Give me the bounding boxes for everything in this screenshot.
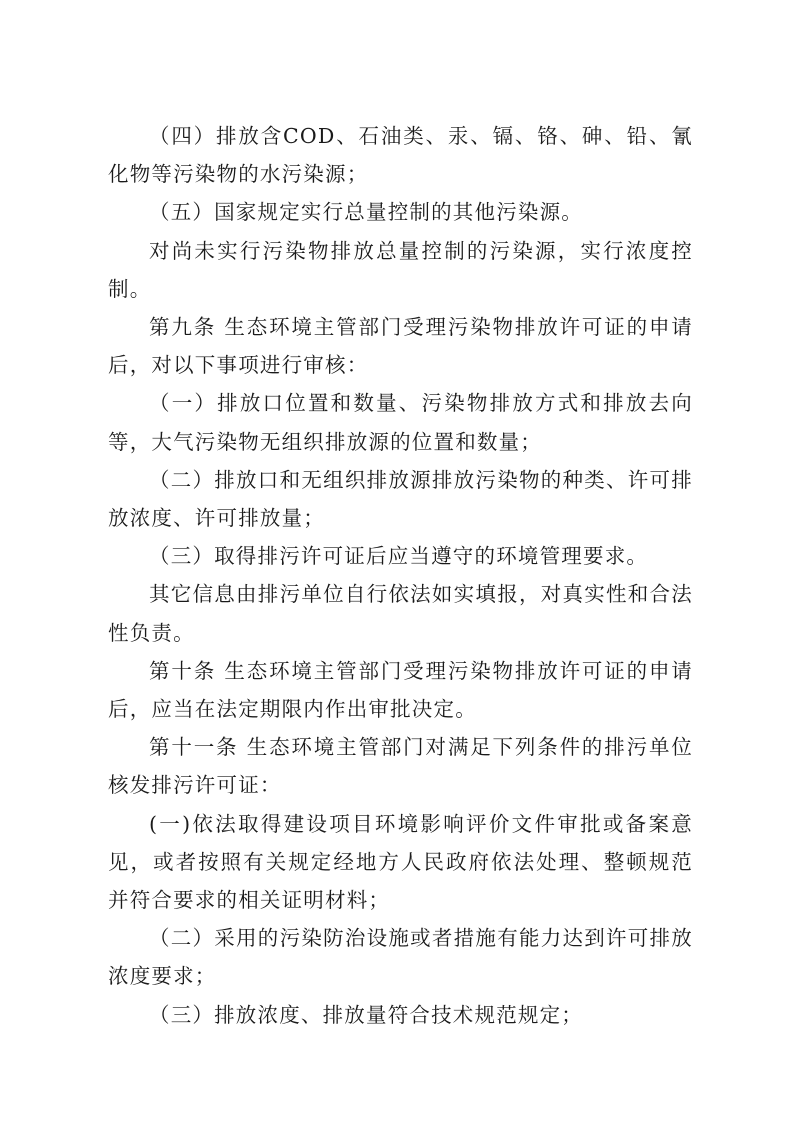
paragraph-article-11: 第十一条 生态环境主管部门对满足下列条件的排污单位核发排污许可证： xyxy=(108,735,693,798)
paragraph-article-9-item-3: （三）取得排污许可证后应当遵守的环境管理要求。 xyxy=(149,544,649,569)
paragraph-article-11-item-1: (一)依法取得建设项目环境影响评价文件审批或备案意见，或者按照有关规定经地方人民政府依法处理、整顿规范并符合要求的相关证明材料； xyxy=(108,811,693,913)
paragraph-article-9: 第九条 生态环境主管部门受理污染物排放许可证的申请后，对以下事项进行审核： xyxy=(108,315,693,378)
paragraph-article-11-item-3: （三）排放浓度、排放量符合技术规范规定； xyxy=(149,1002,583,1027)
paragraph-article-9-item-2: （二）排放口和无组织排放源排放污染物的种类、许可排放浓度、许可排放量； xyxy=(108,467,693,531)
paragraph-other-information: 其它信息由排污单位自行依法如实填报，对真实性和合法性负责。 xyxy=(108,582,693,645)
document-body xyxy=(108,117,693,1034)
paragraph-clause-4-water-pollutants: （四）排放含COD、石油类、汞、镉、铬、砷、铅、氰化物等污染物的水污染源； xyxy=(108,124,693,187)
paragraph-article-11-item-2: （二）采用的污染防治设施或者措施有能力达到许可排放浓度要求； xyxy=(108,926,693,989)
paragraph-concentration-control: 对尚未实行污染物排放总量控制的污染源，实行浓度控制。 xyxy=(108,238,693,301)
paragraph-clause-5-total-control: （五）国家规定实行总量控制的其他污染源。 xyxy=(149,200,583,225)
paragraph-article-9-item-1: （一）排放口位置和数量、污染物排放方式和排放去向等，大气污染物无组织排放源的位置和数量； xyxy=(108,391,693,454)
paragraph-article-10: 第十条 生态环境主管部门受理污染物排放许可证的申请后，应当在法定期限内作出审批决定。 xyxy=(108,658,693,722)
